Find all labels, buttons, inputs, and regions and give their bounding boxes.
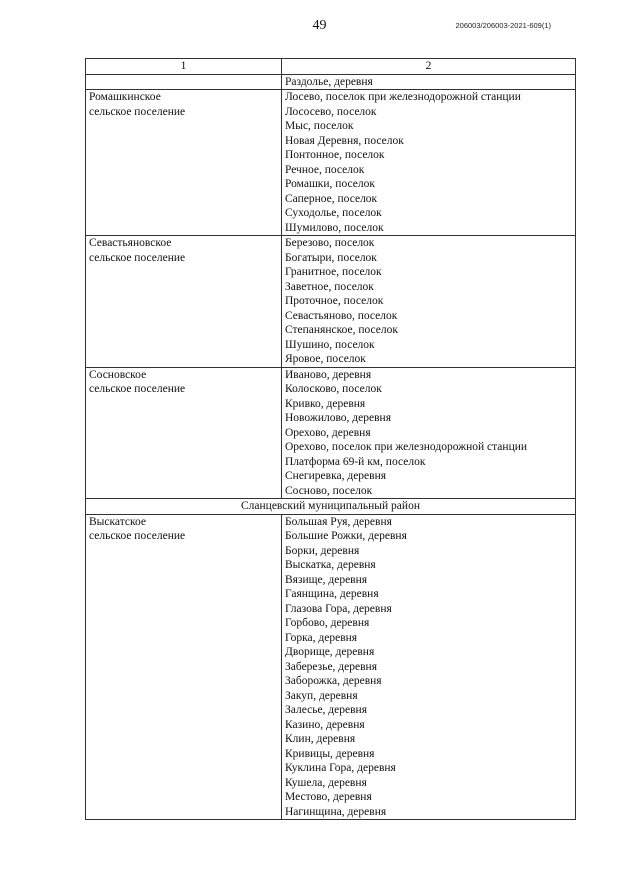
locality-item: Кривко, деревня [285,397,366,410]
locality-item: Гаянщина, деревня [285,588,379,600]
locality-item: Большая Руя, деревня [285,515,392,528]
locality-item: Гранитное, поселок [285,266,382,278]
table-header-row [86,59,576,75]
localities-cell [282,90,576,236]
locality-item: Нагинщина, деревня [285,805,387,818]
settlement-name-line: Севастьяновское [89,237,172,249]
locality-item: Кривицы, деревня [285,747,375,760]
locality-item: Казино, деревня [285,718,365,731]
locality-item: Мыс, поселок [285,120,354,132]
settlement-name-line: Сосновское [89,368,147,381]
locality-item: Местово, деревня [285,791,372,803]
settlement-name-line: сельское поселение [89,383,186,395]
locality-item: Горка, деревня [285,631,358,644]
locality-item: Большие Рожки, деревня [285,530,407,542]
localities-cell [282,236,576,368]
settlement-name-cell [86,514,282,820]
locality-item: Севастьяново, поселок [285,309,398,322]
settlement-name-line: сельское поселение [89,530,186,542]
locality-item: Яровое, поселок [285,353,366,365]
locality-item: Сосново, поселок [285,484,373,497]
settlement-name-cell [86,90,282,236]
locality-item: Новая Деревня, поселок [285,134,404,147]
locality-item: Березово, поселок [285,237,375,249]
document-code: 206003/206003-2021-609(1) [455,21,551,30]
locality-item: Залесье, деревня [285,704,367,716]
settlement-name-cell [86,367,282,499]
localities-cell [282,74,576,90]
locality-item: Закуп, деревня [285,689,358,702]
locality-item: Иваново, деревня [285,368,372,381]
locality-item: Выскатка, деревня [285,559,376,571]
table-row [86,74,576,90]
locality-item: Заберезье, деревня [285,660,377,673]
locality-item: Лосево, поселок при железнодорожной станции [285,91,521,103]
table-row [86,90,576,236]
locality-item: Раздолье, деревня [285,75,373,88]
locality-item: Шумилово, поселок [285,221,384,234]
locality-item: Вязище, деревня [285,573,368,586]
locality-item: Проточное, поселок [285,295,384,307]
locality-item: Куклина Гора, деревня [285,762,396,774]
district-title: Сланцевский муниципальный район [86,499,576,515]
localities-cell [282,367,576,499]
locality-item: Глазова Гора, деревня [285,602,392,615]
table-body [86,74,576,820]
locality-item: Орехово, поселок при железнодорожной станции [285,441,528,453]
table-header [86,59,576,75]
locality-item: Понтонное, поселок [285,149,385,161]
locality-item: Клин, деревня [285,733,356,745]
locality-item: Колосково, поселок [285,383,382,395]
locality-item: Ромашки, поселок [285,178,375,190]
locality-item: Снегиревка, деревня [285,470,387,482]
locality-item: Борки, деревня [285,544,360,557]
locality-item: Шушино, поселок [285,338,375,351]
localities-cell [282,514,576,820]
table-row [86,236,576,368]
locality-item: Орехово, деревня [285,426,371,439]
settlement-name-line: Ромашкинское [89,91,161,103]
locality-item: Богатыри, поселок [285,251,377,264]
settlement-name-line: сельское поселение [89,105,186,118]
locality-item: Дворище, деревня [285,646,375,658]
locality-item: Речное, поселок [285,163,365,176]
locality-item: Заветное, поселок [285,280,374,293]
column-header-1: 1 [86,59,282,75]
locality-item: Степанянское, поселок [285,324,398,336]
table-row [86,367,576,499]
locality-item: Суходолье, поселок [285,207,382,219]
district-row [86,499,576,515]
settlement-name-cell [86,74,282,90]
column-header-2: 2 [282,59,576,75]
locality-item: Кушела, деревня [285,776,367,789]
settlement-name-line: Выскатское [89,515,146,528]
settlements-table [85,58,576,820]
page-number: 49 [312,18,327,33]
locality-item: Лососево, поселок [285,105,377,118]
locality-item: Горбово, деревня [285,617,370,629]
locality-item: Новожилово, деревня [285,412,391,424]
settlement-name-cell [86,236,282,368]
locality-item: Платформа 69-й км, поселок [285,455,426,468]
table-row [86,514,576,820]
locality-item: Саперное, поселок [285,192,378,205]
locality-item: Заборожка, деревня [285,675,382,687]
settlement-name-line: сельское поселение [89,251,186,264]
